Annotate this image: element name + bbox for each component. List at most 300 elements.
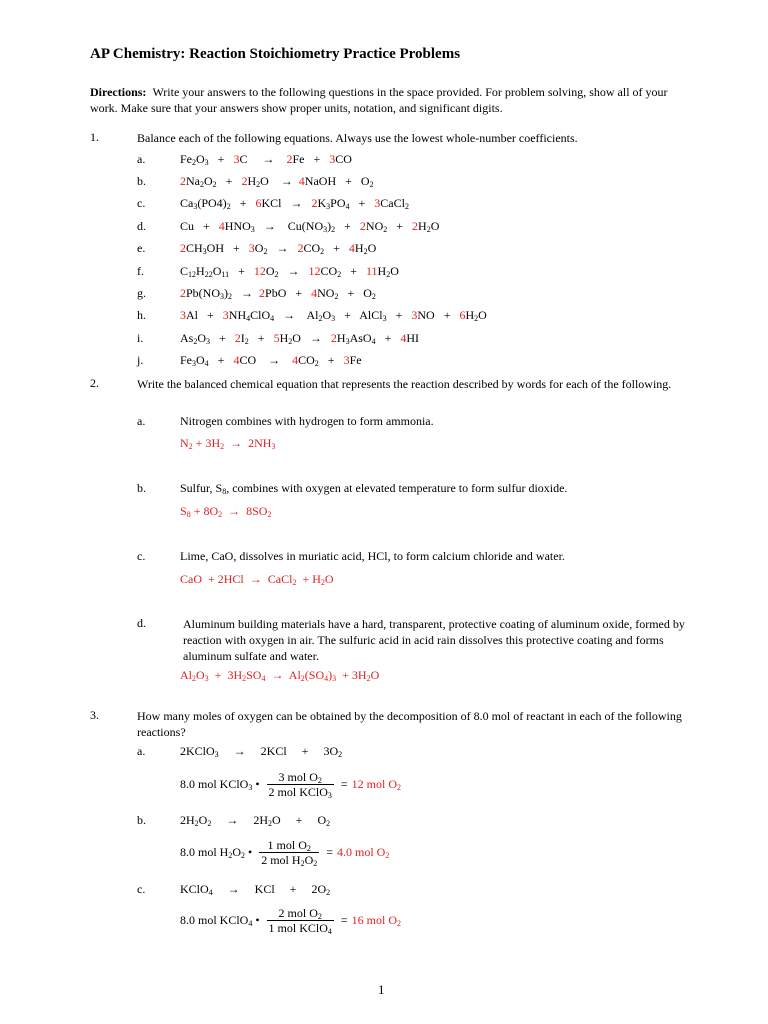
subscript: 2	[256, 180, 261, 189]
answer-text: + 8O	[190, 504, 219, 518]
q1-equation	[180, 152, 352, 167]
subscript: 2	[192, 158, 196, 167]
coefficient: 3	[343, 353, 350, 367]
subscript: 2	[385, 851, 390, 860]
subscript: 2	[371, 292, 376, 301]
coefficient: 3	[374, 196, 381, 210]
equation-text: → KCl + 2O	[212, 882, 327, 896]
q2-number: 2.	[90, 376, 99, 390]
fraction-numerator	[259, 838, 319, 853]
subscript: 2	[242, 674, 247, 683]
subscript: 4	[261, 674, 266, 683]
subscript: 3	[323, 225, 328, 234]
subscript: 3	[214, 750, 219, 759]
equation-text: Fe	[180, 353, 192, 367]
q2-item-label: c.	[137, 549, 146, 563]
subscript: 4	[327, 927, 332, 936]
q1-item-label: j.	[137, 353, 144, 367]
coefficient: 11	[365, 264, 378, 278]
subscript: 3	[248, 783, 253, 792]
equation-text: + AlCl	[335, 308, 383, 322]
equation-text: →	[278, 264, 309, 278]
subscript: 3	[206, 337, 211, 346]
equation-text: O	[322, 308, 332, 322]
coefficient: 3	[180, 308, 186, 322]
q1-equation	[180, 174, 374, 189]
q3-calculation	[180, 838, 389, 867]
mole-ratio-fraction	[259, 838, 319, 867]
q2-item-label: b.	[137, 481, 146, 495]
answer-text: + 3H	[208, 668, 243, 682]
equation-text: Fe	[349, 353, 362, 367]
given-text: 8.0 mol H	[180, 845, 229, 859]
subscript: 2	[317, 912, 322, 921]
subscript: 2	[300, 859, 305, 868]
denominator-text: 2 mol KClO	[268, 785, 328, 799]
subscript: 2	[331, 225, 336, 234]
answer-text: → 2NH	[224, 436, 272, 450]
q1-item-label: a.	[137, 152, 146, 166]
answer-text: )	[328, 668, 333, 682]
answer-text: → 8SO	[222, 504, 268, 518]
subscript: 3	[193, 202, 198, 211]
coefficient: 4	[311, 286, 318, 300]
answer-text: SO	[246, 668, 262, 682]
equation-text: Fe +	[292, 152, 330, 166]
subscript: 12	[188, 270, 197, 279]
subscript: 2	[320, 578, 325, 587]
equation-text: HI	[406, 331, 420, 345]
equation-text: O	[198, 813, 208, 827]
subscript: 2	[228, 851, 233, 860]
answer-text: O	[324, 572, 334, 586]
equation-text: NO	[317, 286, 335, 300]
given-text: O	[232, 845, 242, 859]
subscript: 4	[208, 888, 213, 897]
subscript: 3	[204, 158, 209, 167]
equation-text: O →	[292, 331, 331, 345]
q1-equation	[180, 241, 376, 256]
subscript: 2	[207, 819, 212, 828]
equation-text: O	[197, 331, 207, 345]
subscript: 2	[397, 919, 402, 928]
equation-text: O	[254, 241, 264, 255]
coefficient: 4	[348, 241, 355, 255]
equation-text: Ca	[180, 196, 194, 210]
subscript: 3	[202, 247, 207, 256]
q1-item-label: g.	[137, 286, 146, 300]
equation-text: H	[377, 264, 387, 278]
equation-text: +	[375, 331, 401, 345]
q1-item-label: f.	[137, 264, 144, 278]
equation-text: +	[349, 196, 375, 210]
subscript: 2	[334, 292, 339, 301]
equation-text: O →	[260, 174, 299, 188]
q2-item-label: a.	[137, 414, 146, 428]
equation-text: )	[224, 286, 229, 300]
coefficient: 5	[273, 331, 280, 345]
subscript: 8	[222, 487, 227, 496]
answer-text: O	[370, 668, 380, 682]
q1-equation	[180, 308, 487, 323]
mole-ratio-fraction	[267, 770, 334, 799]
question-text: Sulfur, S	[180, 481, 223, 495]
q2-text: Write the balanced chemical equation that represents the reaction described by words for each of the following.	[137, 377, 672, 391]
equation-text: NO +	[417, 308, 460, 322]
denominator-text: 2 mol H	[261, 853, 301, 867]
subscript: 2	[383, 225, 388, 234]
equation-text: +	[335, 219, 360, 233]
equals-sign: =	[340, 777, 348, 791]
subscript: 3	[204, 674, 209, 683]
equation-text: O	[204, 174, 213, 188]
equation-text: O	[478, 308, 487, 322]
coefficient: 3	[222, 308, 229, 322]
equation-text: H	[354, 241, 364, 255]
subscript: 4	[270, 314, 275, 323]
equation-text: +	[229, 264, 254, 278]
subscript: 3	[192, 359, 196, 368]
result-text: 4.0 mol O	[337, 845, 386, 859]
subscript: 2	[220, 442, 225, 451]
coefficient: 2	[180, 241, 186, 255]
equation-text: O	[196, 152, 205, 166]
equation-text: +	[210, 331, 235, 345]
given-text: 8.0 mol KClO	[180, 913, 249, 927]
result-text: 16 mol O	[351, 913, 398, 927]
subscript: 8	[186, 510, 191, 519]
equation-text: 2H	[180, 813, 195, 827]
subscript: 2	[228, 292, 233, 301]
coefficient: 2	[412, 219, 419, 233]
equation-text: +	[387, 219, 413, 233]
q3-calculation	[180, 770, 401, 799]
subscript: 4	[248, 919, 253, 928]
coefficient: 4	[292, 353, 299, 367]
equation-text: OH +	[206, 241, 249, 255]
equation-text: CO →	[239, 353, 293, 367]
equation-text: PbO +	[265, 286, 312, 300]
q1-equation	[180, 219, 439, 234]
equation-text: +	[386, 308, 412, 322]
directions	[90, 84, 690, 116]
subscript: 2	[404, 202, 409, 211]
equation-text: H	[279, 331, 289, 345]
subscript: 2	[300, 674, 305, 683]
equation-text: Na	[186, 174, 200, 188]
equation-text: Al +	[186, 308, 223, 322]
subscript: 4	[371, 337, 376, 346]
coefficient: 3	[233, 152, 240, 166]
q2-answer	[180, 436, 275, 451]
q2-question: Nitrogen combines with hydrogen to form ammonia.	[180, 414, 434, 428]
q3-item-label: b.	[137, 813, 146, 827]
denominator-text: 1 mol KClO	[268, 921, 328, 935]
q2-answer	[180, 668, 379, 683]
subscript: 2	[363, 247, 368, 256]
subscript: 2	[193, 337, 198, 346]
equation-text: O + O	[272, 813, 327, 827]
equation-text: CH	[186, 241, 203, 255]
q3-equation	[180, 813, 330, 828]
numerator-text: 1 mol O	[267, 838, 307, 852]
subscript: 2	[366, 674, 371, 683]
subscript: 2	[426, 225, 431, 234]
equals-sign: =	[340, 913, 348, 927]
subscript: 2	[474, 314, 479, 323]
q1-item-label: i.	[137, 331, 144, 345]
answer-text: N	[180, 436, 189, 450]
equation-text: + O	[338, 286, 372, 300]
page-title: AP Chemistry: Reaction Stoichiometry Practice Problems	[90, 46, 461, 62]
equation-text: NH	[228, 308, 247, 322]
q1-item-label: h.	[137, 308, 146, 322]
subscript: 2	[369, 180, 374, 189]
equation-text: +	[216, 174, 242, 188]
answer-text: + H	[296, 572, 321, 586]
subscript: 2	[200, 180, 204, 189]
subscript: 2	[244, 337, 249, 346]
subscript: 2	[212, 180, 217, 189]
subscript: 2	[313, 859, 318, 868]
equation-text: → Cu(NO	[254, 219, 324, 233]
subscript: 2	[320, 247, 325, 256]
equation-text: →	[232, 286, 260, 300]
subscript: 2	[314, 359, 319, 368]
subscript: 2	[274, 270, 279, 279]
subscript: 3	[331, 314, 336, 323]
q3-number: 3.	[90, 708, 99, 722]
subscript: 2	[386, 270, 391, 279]
answer-text: Al	[180, 668, 192, 682]
q2-question: Lime, CaO, dissolves in muriatic acid, HCl, to form calcium chloride and water.	[180, 549, 565, 563]
equation-text: +	[318, 353, 344, 367]
q1-number: 1.	[90, 130, 99, 144]
equation-text: H	[247, 174, 257, 188]
coefficient: 4	[298, 174, 305, 188]
equation-text: HNO	[224, 219, 251, 233]
equation-text: K	[317, 196, 327, 210]
subscript: 11	[221, 270, 230, 279]
equation-text: +	[324, 241, 349, 255]
equation-text: +	[248, 331, 274, 345]
q1-text: Balance each of the following equations. Always use the lowest whole-number coefficients.	[137, 131, 578, 145]
subscript: 2	[241, 851, 246, 860]
equation-text: H	[196, 264, 205, 278]
equation-text: Fe	[180, 152, 192, 166]
subscript: 2	[338, 750, 343, 759]
coefficient: 2	[180, 174, 186, 188]
numerator-text: 3 mol O	[278, 770, 318, 784]
equation-text: Pb(NO	[186, 286, 221, 300]
given-text: •	[252, 777, 260, 791]
q2-answer	[180, 572, 334, 587]
q2-item-label: d.	[137, 616, 146, 630]
answer-text: + 3H	[192, 436, 221, 450]
q1-item-label: c.	[137, 196, 146, 210]
equation-text: CO	[335, 152, 352, 166]
calc-given	[180, 777, 260, 792]
fraction-numerator	[267, 770, 334, 785]
coefficient: 4	[218, 219, 225, 233]
q3-item-label: c.	[137, 882, 146, 896]
equation-text: H	[465, 308, 475, 322]
q1-equation	[180, 196, 409, 211]
equation-text: O	[212, 264, 222, 278]
question-text: , combines with oxygen at elevated temperature to form sulfur dioxide.	[226, 481, 568, 495]
equation-text: Cu +	[180, 219, 219, 233]
answer-text: O	[196, 668, 205, 682]
coefficient: 2	[297, 241, 304, 255]
equation-text: O	[430, 219, 440, 233]
coefficient: 2	[259, 286, 266, 300]
subscript: 3	[271, 442, 276, 451]
equation-text: +	[230, 196, 256, 210]
fraction-denominator	[267, 785, 334, 799]
calc-given	[180, 845, 252, 860]
equation-text: NO	[365, 219, 384, 233]
equation-text: CO	[298, 353, 315, 367]
subscript: 2	[337, 270, 342, 279]
equation-text: +	[208, 353, 234, 367]
fraction-denominator	[267, 921, 334, 935]
equation-text: KCl →	[261, 196, 312, 210]
equation-text: CaCl	[380, 196, 405, 210]
equation-text: O	[265, 264, 275, 278]
subscript: 2	[397, 783, 402, 792]
given-text: 8.0 mol KClO	[180, 777, 249, 791]
equation-text: +	[341, 264, 366, 278]
q3-equation	[180, 882, 330, 897]
subscript: 3	[250, 225, 255, 234]
page-number: 1	[378, 982, 385, 997]
mole-ratio-fraction	[267, 906, 334, 935]
subscript: 2	[268, 819, 273, 828]
numerator-text: 2 mol O	[278, 906, 318, 920]
q3-equation	[180, 744, 342, 759]
fraction-denominator	[259, 853, 319, 867]
calc-given	[180, 913, 260, 928]
subscript: 3	[332, 674, 337, 683]
denominator-text: O	[304, 853, 314, 867]
equation-text: NaOH + O	[304, 174, 370, 188]
coefficient: 12	[253, 264, 266, 278]
subscript: 3	[327, 791, 332, 800]
equation-text: As	[180, 331, 194, 345]
subscript: 2	[288, 337, 293, 346]
subscript: 4	[324, 674, 329, 683]
answer-text: + 3H	[336, 668, 367, 682]
coefficient: 2	[330, 331, 337, 345]
fraction-numerator	[267, 906, 334, 921]
subscript: 2	[218, 510, 223, 519]
coefficient: 2	[311, 196, 318, 210]
subscript: 2	[226, 202, 231, 211]
subscript: 22	[204, 270, 213, 279]
coefficient: 4	[400, 331, 407, 345]
subscript: 2	[317, 776, 322, 785]
subscript: 4	[204, 359, 209, 368]
equals-sign: =	[326, 845, 334, 859]
given-text: •	[252, 913, 260, 927]
q3-item-label: a.	[137, 744, 146, 758]
subscript: 4	[246, 314, 251, 323]
coefficient: 2	[359, 219, 366, 233]
subscript: 2	[192, 674, 196, 683]
answer-text: S	[180, 504, 187, 518]
coefficient: 2	[234, 331, 241, 345]
equation-text: +	[208, 152, 234, 166]
subscript: 3	[345, 337, 350, 346]
subscript: 2	[292, 578, 297, 587]
q1-equation	[180, 353, 362, 368]
calc-result	[352, 777, 401, 792]
coefficient: 4	[233, 353, 240, 367]
equation-text: I	[240, 331, 245, 345]
coefficient: 12	[308, 264, 321, 278]
equation-text: (PO4)	[197, 196, 227, 210]
subscript: 2	[188, 442, 193, 451]
coefficient: 2	[241, 174, 248, 188]
q1-equation	[180, 286, 376, 301]
given-text: •	[245, 845, 253, 859]
answer-text: (SO	[304, 668, 325, 682]
equation-text: →	[267, 241, 298, 255]
q3-calculation	[180, 906, 401, 935]
subscript: 2	[326, 819, 331, 828]
q1-item-label: d.	[137, 219, 146, 233]
coefficient: 2	[180, 286, 186, 300]
subscript: 2	[194, 819, 199, 828]
coefficient: 6	[255, 196, 262, 210]
coefficient: 3	[248, 241, 255, 255]
equation-text: → 2H	[211, 813, 269, 827]
q1-item-label: e.	[137, 241, 146, 255]
directions-label: Directions:	[90, 85, 147, 99]
q2-question: Aluminum building materials have a hard, transparent, protective coating of aluminum oxide, formed by reaction with oxygen in air. The sulfuric acid in acid rain dissolves this protective coating and forms aluminum sulfate and water.	[183, 617, 685, 663]
equation-text: KClO	[180, 882, 209, 896]
equation-text: CO	[320, 264, 338, 278]
q2-answer	[180, 504, 271, 519]
subscript: 3	[382, 314, 387, 323]
equation-text: ClO	[250, 308, 271, 322]
equation-text: PO	[330, 196, 346, 210]
q3-text: How many moles of oxygen can be obtained by the decomposition of 8.0 mol of reactant in each of the following reactions?	[137, 709, 682, 739]
equation-text: CO	[303, 241, 321, 255]
equation-text: 2KClO	[180, 744, 215, 758]
q2-question	[180, 481, 567, 496]
equation-text: O	[367, 241, 377, 255]
equation-text: O	[390, 264, 399, 278]
equation-text: )	[327, 219, 332, 233]
directions-text: Write your answers to the following questions in the space provided. For problem solving, show all of your work. Make sure that your answers show proper units, notation, and significant digits.	[90, 85, 668, 115]
subscript: 2	[318, 314, 323, 323]
answer-text: CaO + 2HCl → CaCl	[180, 572, 293, 586]
equation-text: O	[196, 353, 205, 367]
equation-text: C →	[239, 152, 287, 166]
subscript: 3	[326, 202, 331, 211]
subscript: 2	[306, 844, 311, 853]
q1-equation	[180, 264, 399, 279]
q1-equation	[180, 331, 419, 346]
subscript: 3	[220, 292, 225, 301]
equation-text: H	[418, 219, 427, 233]
equation-text: → 2KCl + 3O	[218, 744, 339, 758]
coefficient: 6	[459, 308, 466, 322]
equation-text: C	[180, 264, 189, 278]
subscript: 2	[326, 888, 331, 897]
coefficient: 3	[329, 152, 336, 166]
